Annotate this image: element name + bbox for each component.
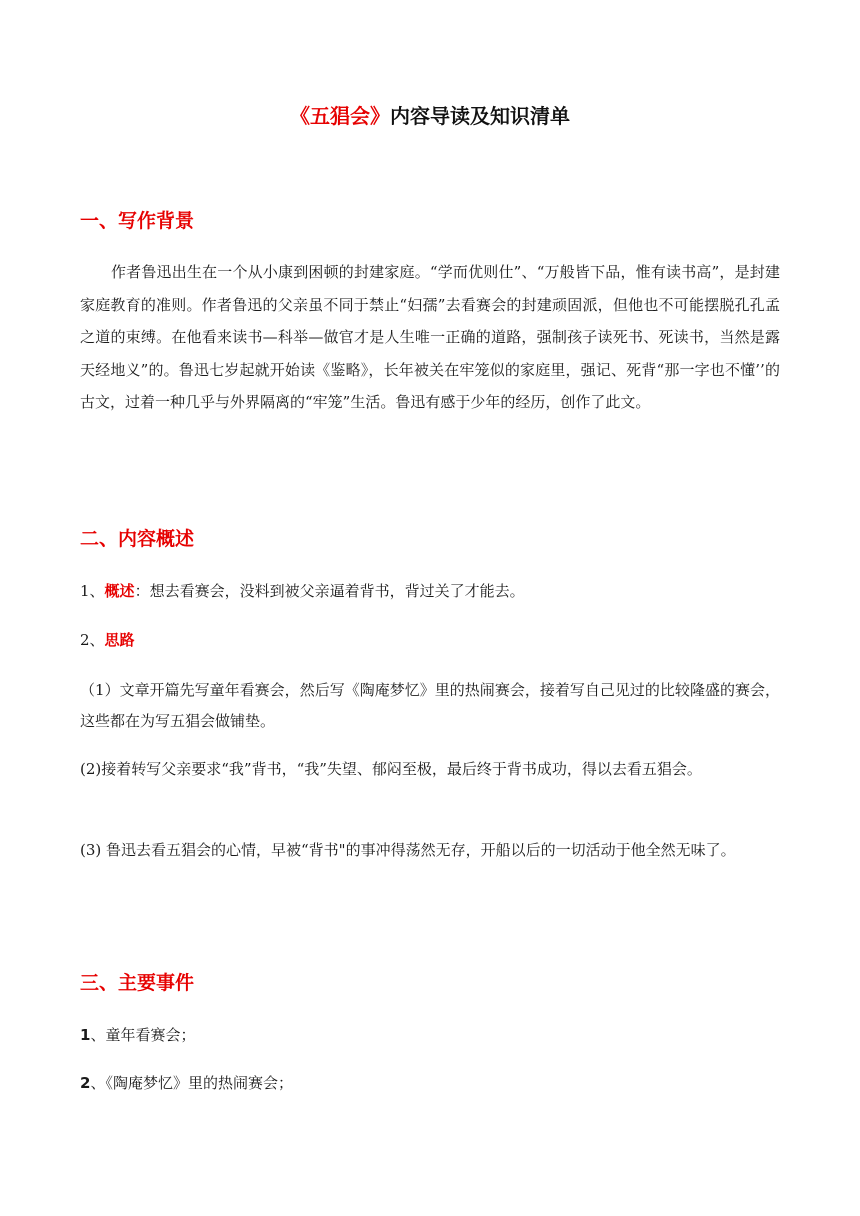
outline-point-1: （1）文章开篇先写童年看赛会，然后写《陶庵梦忆》里的热闹赛会，接着写自己见过的比较隆盛的赛会，这些都在为写五猖会做铺垫。 <box>80 681 780 730</box>
section-heading-summary: 二、内容概述 <box>80 528 195 550</box>
event-text: 、《陶庵梦忆》里的热闹赛会； <box>90 1074 293 1092</box>
summary-item-overview <box>80 577 780 605</box>
event-number: 2 <box>80 1074 91 1092</box>
event-item <box>80 1021 780 1049</box>
summary-item-number: 2、 <box>80 631 105 649</box>
title-rest: 内容导读及知识清单 <box>390 104 570 128</box>
event-text: 、童年看赛会； <box>90 1026 196 1044</box>
section-heading-events: 三、主要事件 <box>80 972 195 994</box>
page-title <box>0 101 860 131</box>
section-heading-background: 一、写作背景 <box>80 210 195 232</box>
outline-point-2: (2)接着转写父亲要求“我”背书，“我”失望、郁闷至极，最后终于背书成功，得以去看五猖会。 <box>80 760 702 778</box>
summary-item-number: 1、 <box>80 582 105 600</box>
summary-item-label: 概述 <box>104 582 135 600</box>
background-paragraph: 作者鲁迅出生在一个从小康到困顿的封建家庭。“学而优则仕”、“万般皆下品，惟有读书高”，是封建家庭教育的准则。作者鲁迅的父亲虽不同于禁止“妇孺”去看赛会的封建顽固派，但他也不可能摆脱孔孔孟之道的束缚。在他看来读书—科举—做官才是人生唯一正确的道路，强制孩子读死书、死读书，当然是露天经地义”的。鲁迅七岁起就开始读《鉴略》，长年被关在牢笼似的家庭里，强记、死背“那一字也不懂’’的古文，过着一种几乎与外界隔离的“牢笼”生活。鲁迅有感于少年的经历，创作了此文。 <box>80 263 780 411</box>
summary-item-outline <box>80 626 780 654</box>
event-number: 1 <box>80 1026 91 1044</box>
outline-point-3: (3) 鲁迅去看五猖会的心情，早被“背书"的事冲得荡然无存，开船以后的一切活动于他全然无味了。 <box>80 841 736 859</box>
summary-item-text: ：想去看赛会，没料到被父亲逼着背书，背过关了才能去。 <box>134 582 525 600</box>
title-book-name: 《五猖会》 <box>290 104 390 128</box>
event-item <box>80 1069 780 1097</box>
summary-item-label: 思路 <box>104 631 135 649</box>
